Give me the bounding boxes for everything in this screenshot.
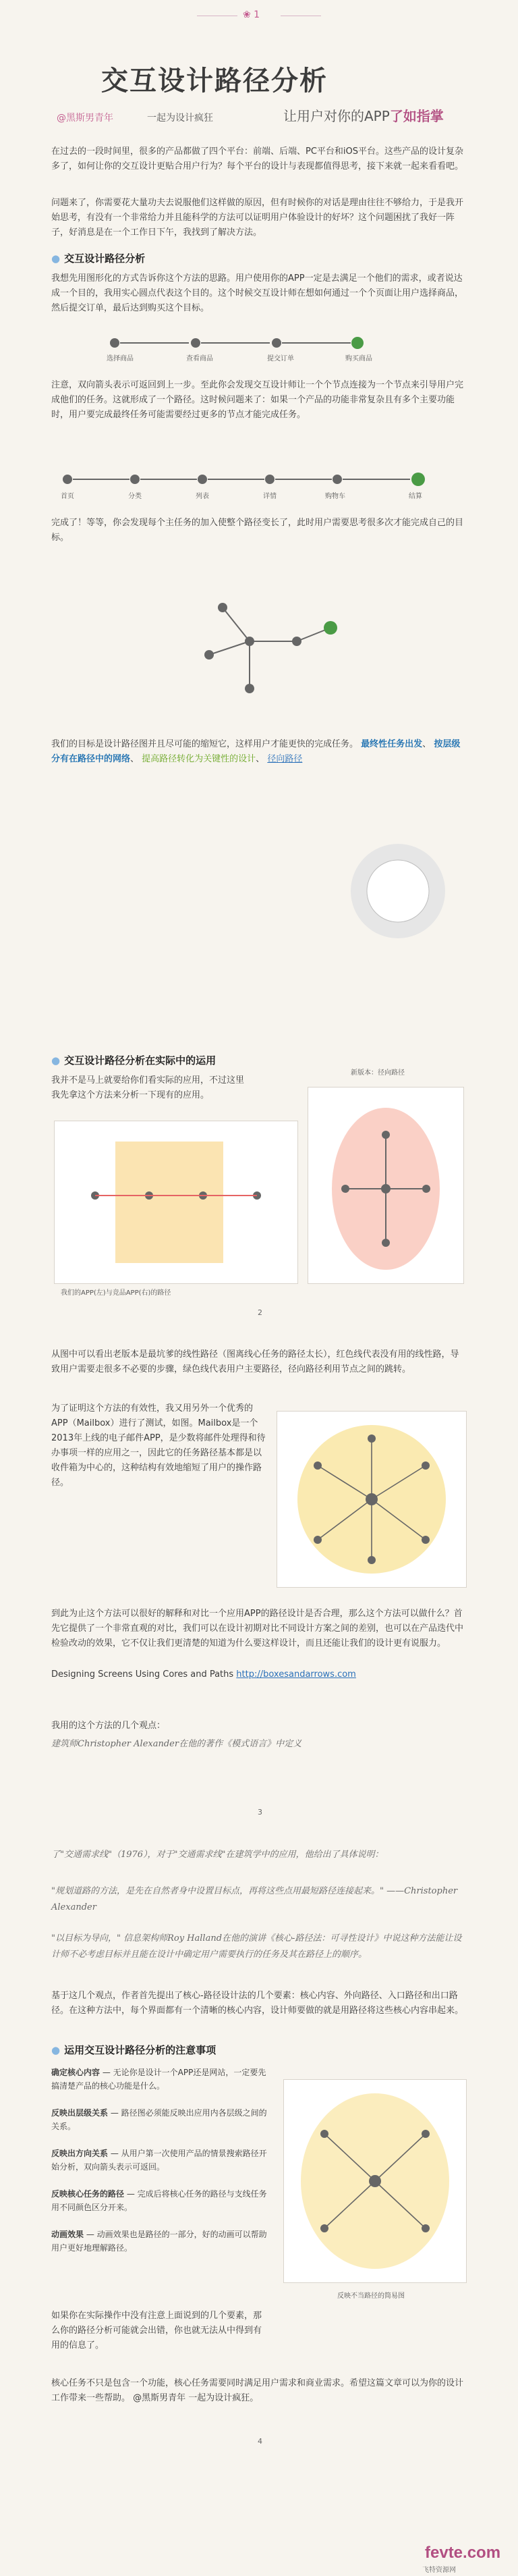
- chapter-number: ❀ 1: [243, 9, 260, 20]
- svg-text:列表: 列表: [196, 493, 209, 500]
- section-1-paragraph-4: 我们的目标是设计路径图并且尽可能的缩短它，这样用户才能更快的完成任务。 最终性任务出发、 按层级分有在路径中的网络、 提高路径转化为关键性的设计、 径向路径: [51, 739, 461, 764]
- svg-text:首页: 首页: [61, 493, 74, 500]
- section-3-resources: Designing Screens Using Cores and Paths http://boxesandarrows.com: [51, 1669, 356, 1680]
- bad-path-caption: 反映不当路径的简易图: [337, 2292, 405, 2300]
- section-3-paragraph-2: 为了证明这个方法的有效性，我又用另外一个优秀的APP（Mailbox）进行了测试，如图。Mailbox是一个2013年上线的电子邮件APP，是少数将邮件处理得和待办事项一样的应用之一，因此它的任务路径基本都是以收件箱为中心的，这种结构有效地缩短了用户的操作路径。: [51, 1403, 266, 1488]
- section-2-title: ● 交互设计路径分析在实际中的运用: [51, 1053, 216, 1067]
- linear-flow-diagram: [101, 332, 384, 365]
- flow-label-1: 选择商品: [107, 355, 134, 363]
- bad-path-diagram: [283, 2079, 467, 2283]
- intro-paragraph-2: 问题来了，你需要花大量功夫去说服他们这样做的原因，但有时候你的对话是理由往往不够给力，于是我开始思考，有没有一个非常给力并且能科学的方法可以证明用户体验设计的好坏？这个问题困扰了我好一阵子，好消息是在一个工作日下午，我找到了解决方法。: [51, 198, 464, 238]
- flow-label-3: 提交订单: [267, 355, 294, 363]
- svg-text:分类: 分类: [128, 493, 142, 500]
- page-number-4: 4: [258, 2437, 262, 2446]
- section-4-quote-2: "规划道路的方法，是先在自然者身中设置目标点，再将这些点用最短路径连接起来。" ——Christopher Alexander: [51, 1886, 458, 1912]
- author-handle[interactable]: @黑斯男青年: [57, 113, 113, 124]
- svg-text:购物车: 购物车: [325, 493, 345, 500]
- goal-node: [351, 337, 364, 349]
- author-slogan: 一起为设计疯狂: [147, 113, 213, 124]
- section-1-paragraph-1: 我想先用图形化的方式告诉你这个方法的思路。用户使用你的APP一定是去满足一个他们的需求，或者说达成一个目的，我用实心圆点代表这个目的。这个时候交互设计师在想如何通过一个个页面让用户选择商品，然后提交订单，最后达到购买这个目标。: [51, 273, 464, 313]
- section-1-title: ● 交互设计路径分析: [51, 251, 145, 265]
- note-item-3: 反映出方向关系 — 从用户第一次使用产品的情景搜索路径开始分析，双向箭头表示可返回。: [51, 2149, 267, 2172]
- site-logo[interactable]: fevte.com: [425, 2544, 501, 2562]
- section-4-quote-1: 了"交通需求线"（1976），对于"交通需求线"在建筑学中的应用，他给出了具体说明：: [51, 1850, 384, 1860]
- section-3-quote-label: 我用的这个方法的几个观点：: [51, 1721, 166, 1731]
- section-5-title: ● 运用交互设计路径分析的注意事项: [51, 2043, 216, 2057]
- long-flow-diagram: [54, 466, 464, 504]
- mailbox-diagram: [277, 1411, 467, 1588]
- section-5-end: 核心任务不只是包含一个功能，核心任务需要同时满足用户需求和商业需求。希望这篇文章可以为你的设计工作带来一些帮助。 @黑斯男青年 一起为设计疯狂。: [51, 2378, 464, 2403]
- note-item-2: 反映出层级关系 — 路径图必须能反映出应用内各层级之间的关系。: [51, 2108, 267, 2131]
- section-3-paragraph-1: 从图中可以看出老版本是最坑爹的线性路径（图离线心任务的路径太长），红色线代表没有用的线性路，导致用户需要走很多不必要的步骤，绿色线代表用户主要路径，径向路径利用节点之间的跳转。: [51, 1349, 459, 1374]
- section-4-quote-3: "以目标为导向，" 信息架构师Roy Halland在他的演讲《核心-路径法：可寻性设计》中说这种方法能让设计师不必考虑目标并且能在设计中确定用户需要执行的任务及其在路径上的顺序。: [51, 1933, 462, 1960]
- flow-label-2: 查看商品: [186, 355, 213, 363]
- reference-link[interactable]: http://boxesandarrows.com: [236, 1669, 356, 1680]
- new-version-caption: 新版本：径向路径: [351, 1069, 405, 1077]
- branching-tree-diagram: [169, 554, 371, 722]
- page-title: 交互设计路径分析: [101, 66, 328, 96]
- section-3-quote-author: 建筑师Christopher Alexander在他的著作《模式语言》中定义: [51, 1739, 302, 1749]
- section-3-paragraph-3: 到此为止这个方法可以很好的解释和对比一个应用APP的路径设计是否合理，那么这个方法可以做什么？首先它提供了一个非常直观的对比，我们可以在设计初期对比不同设计方案之间的差别，也可以在产品迭代中检验改动的效果，它不仅让我们更清楚的知道为什么要这样设计，而且还能让我们的设计更有说服力。: [51, 1609, 464, 1648]
- page-number-3: 3: [258, 1808, 262, 1817]
- flow-label-4: 购买商品: [345, 355, 372, 363]
- svg-text:结算: 结算: [409, 493, 422, 500]
- section-1-paragraph-3: 完成了！等等，你会发现每个主任务的加入使整个路径变长了，此时用户需要思考很多次才能完成自己的目标。: [51, 518, 464, 543]
- section-2-intro: 我并不是马上就要给你们看实际的应用，不过这里我先拿这个方法来分析一下现有的应用。: [51, 1075, 245, 1100]
- intro-paragraph-1: 在过去的一段时间里，很多的产品都做了四个平台：前端、后端、PC平台和iOS平台。这些产品的设计复杂多了，如何让你的交互设计更贴合用户行为？每个平台的设计与表现都值得思考，接下来就一起来看看吧。: [51, 146, 464, 171]
- subtitle-highlight: 了如指掌: [389, 108, 444, 124]
- section-1-paragraph-2: 注意，双向箭头表示可返回到上一步。至此你会发现交互设计师让一个个节点连接为一个节点来引导用户完成他们的任务。这就形成了一个路径。这时候问题来了：如果一个产品的功能非常复杂且有多个主要功能时，用户要完成最终任务可能需要经过更多的节点才能完成任务。: [51, 380, 464, 420]
- radial-path-diagram: [337, 830, 459, 952]
- section-4-paragraph: 基于这几个观点，作者首先提出了核心-路径设计法的几个要素：核心内容、外向路径、入口路径和出口路径。在这种方法中，每个界面都有一个清晰的核心内容，设计师要做的就是用路径将这些核心内容串起来。: [51, 1991, 464, 2016]
- subtitle-prefix: 让用户对你的APP: [283, 108, 390, 124]
- page-subtitle: [283, 105, 444, 125]
- note-item-5: 动画效果 — 动画效果也是路径的一部分，好的动画可以帮助用户更好地理解路径。: [51, 2230, 267, 2253]
- page-number-2: 2: [258, 1308, 262, 1317]
- svg-text:详情: 详情: [263, 493, 277, 500]
- old-version-caption: 我们的APP(左)与竞品APP(右)的路径: [61, 1289, 171, 1297]
- new-version-diagram: [308, 1087, 464, 1284]
- note-item-4: 反映核心任务的路径 — 完成后将核心任务的路径与支线任务用不同颜色区分开来。: [51, 2189, 267, 2212]
- old-version-diagram: [54, 1121, 298, 1284]
- section-5-closing: 如果你在实际操作中没有注意上面说到的几个要素，那么你的路径分析可能就会出错，你也就无法从中得到有用的信息了。: [51, 2311, 262, 2351]
- site-sub: 飞特资源网: [422, 2567, 456, 2574]
- note-item-1: 确定核心内容 — 无论你是设计一个APP还是网站，一定要先搞清楚产品的核心功能是什么。: [51, 2068, 266, 2091]
